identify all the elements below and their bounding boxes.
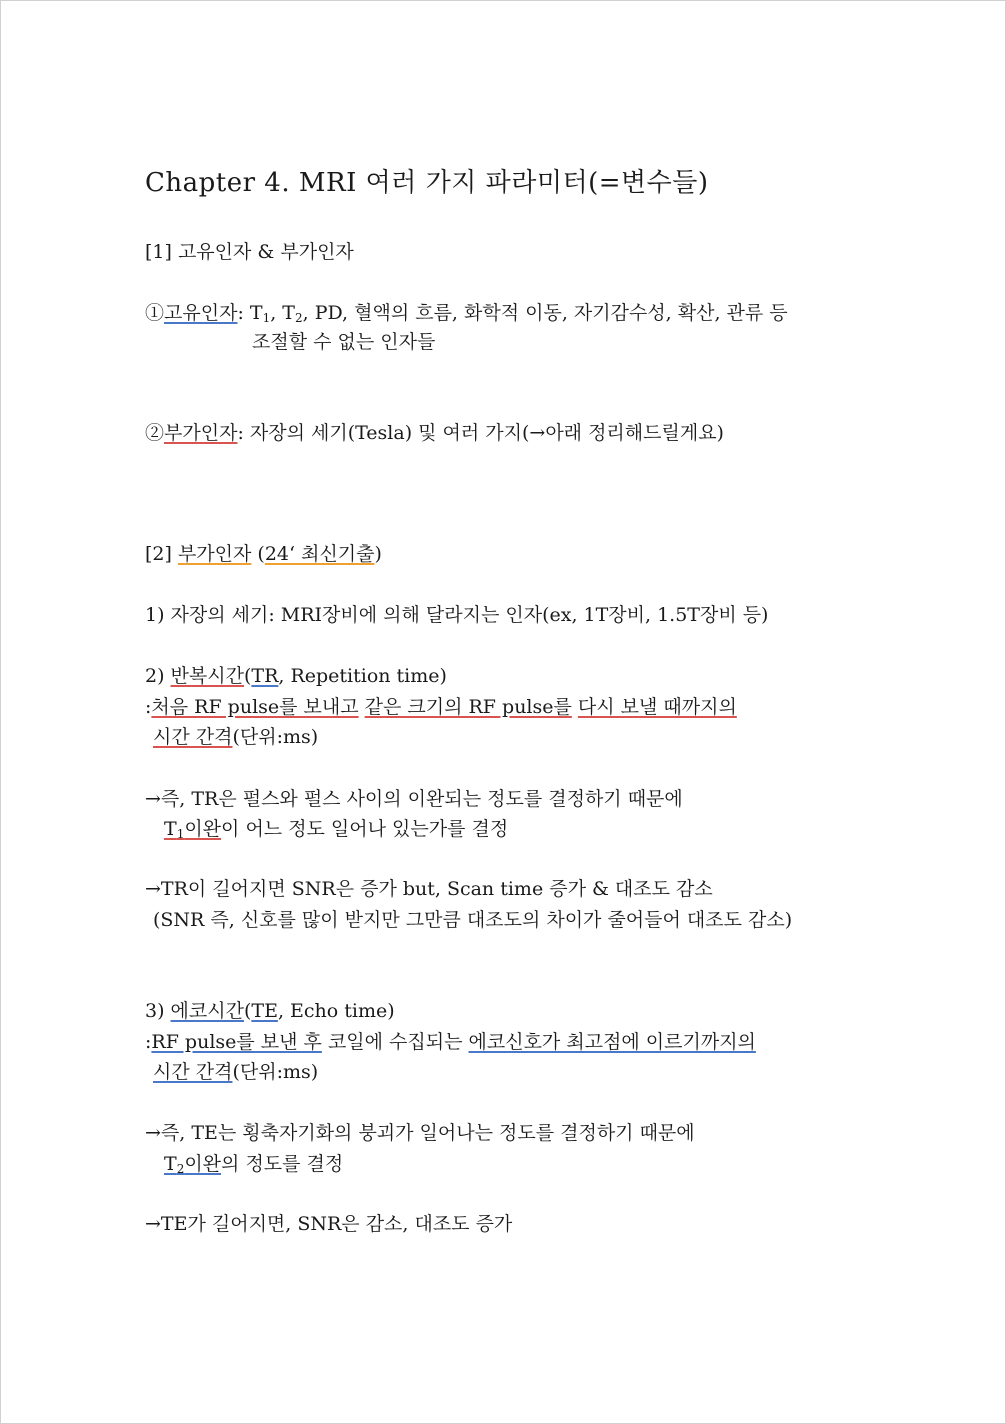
- intrinsic-sub2: 2: [294, 311, 303, 325]
- intrinsic-sep: , T: [270, 302, 295, 324]
- section1-heading: [1] 고유인자 & 부가인자: [145, 241, 354, 263]
- item2-note2-t: T: [164, 818, 177, 840]
- item2-heading: [145, 664, 447, 688]
- item2-effect1: →TR이 길어지면 SNR은 증가 but, Scan time 증가 & 대조도 감소: [145, 878, 713, 900]
- item2-definition: [145, 695, 737, 719]
- intrinsic-line2: 조절할 수 없는 인자들: [252, 331, 436, 353]
- item3-def2-b: (단위:ms): [232, 1061, 319, 1083]
- intrinsic-marker: ①: [145, 302, 165, 324]
- section2-heading: [145, 542, 382, 566]
- item3-open: (: [243, 1000, 252, 1022]
- page-title: Chapter 4. MRI 여러 가지 파라미터(=변수들): [145, 168, 709, 198]
- section2-paren-open: (: [251, 543, 265, 565]
- intrinsic-t: T: [249, 302, 263, 324]
- item2-definition-line2: [145, 725, 318, 749]
- intrinsic-label: 고유인자: [164, 302, 238, 324]
- item3-num: 3): [145, 1000, 171, 1022]
- item2-def2-b: (단위:ms): [232, 726, 319, 748]
- item3-effect1: →TE가 길어지면, SNR은 감소, 대조도 증가: [145, 1213, 513, 1235]
- section2-tag: 24‘ 최신기출: [264, 543, 375, 565]
- item3-def-colon: :: [145, 1031, 152, 1053]
- additional-rest: : 자장의 세기(Tesla) 및 여러 가지(→아래 정리해드릴게요): [237, 422, 724, 444]
- item3-note1: →즉, TE는 횡축자기화의 붕괴가 일어나는 정도를 결정하기 때문에: [145, 1122, 695, 1144]
- section2-prefix: [2]: [145, 543, 178, 565]
- item3-note2-u: [164, 1153, 221, 1175]
- item3-def-b: 에코신호가 최고점에 이르기까지의: [468, 1031, 756, 1053]
- item3-abbr: TE: [251, 1000, 278, 1022]
- item3-rest: , Echo time): [277, 1000, 395, 1022]
- item3-note2: [164, 1152, 343, 1176]
- item2-def-c: 다시 보낼 때까지의: [577, 696, 737, 718]
- item3-definition: [145, 1030, 756, 1054]
- item3-note2-rest: 의 정도를 결정: [221, 1153, 344, 1175]
- additional-marker: ②: [145, 422, 165, 444]
- item3-definition-line2: [145, 1060, 318, 1084]
- item2-rest: , Repetition time): [278, 665, 447, 687]
- item2-effect2: (SNR 즉, 신호를 많이 받지만 그만큼 대조도의 차이가 줄어들어 대조도 감소): [153, 909, 793, 931]
- item2-note2: [164, 817, 508, 841]
- item3-def-mid: 코일에 수집되는: [321, 1031, 469, 1053]
- item2-def-colon: :: [145, 696, 152, 718]
- item2-def2-a: 시간 간격: [153, 726, 233, 748]
- item2-note2-rest: 이 어느 정도 일어나 있는가를 결정: [221, 818, 509, 840]
- intrinsic-colon: :: [237, 302, 250, 324]
- item2-name: 반복시간: [170, 665, 244, 687]
- additional-factor-line: [145, 421, 724, 445]
- item3-name: 에코시간: [170, 1000, 244, 1022]
- additional-label: 부가인자: [164, 422, 238, 444]
- intrinsic-factor-line: [145, 301, 788, 325]
- item3-note2-t: T: [164, 1153, 177, 1175]
- item2-open: (: [243, 665, 252, 687]
- item3-note2-sub: 2: [176, 1162, 185, 1176]
- item2-note2-sub: 1: [176, 827, 185, 841]
- intrinsic-sub1: 1: [262, 311, 271, 325]
- item2-abbr: TR: [251, 665, 279, 687]
- item2-num: 2): [145, 665, 171, 687]
- item2-def-b: 같은 크기의 RF pulse를: [364, 696, 572, 718]
- item2-def-a: 처음 RF pulse를 보내고: [151, 696, 359, 718]
- item2-note1: →즉, TR은 펄스와 펄스 사이의 이완되는 정도를 결정하기 때문에: [145, 788, 683, 810]
- item2-note2-label: 이완: [184, 818, 222, 840]
- item1-field-strength: 1) 자장의 세기: MRI장비에 의해 달라지는 인자(ex, 1T장비, 1.5T장비 등): [145, 604, 769, 626]
- item3-heading: [145, 999, 395, 1023]
- item3-def2-a: 시간 간격: [153, 1061, 233, 1083]
- item3-def-a: RF pulse를 보낸 후: [151, 1031, 322, 1053]
- item3-note2-label: 이완: [184, 1153, 222, 1175]
- item2-note2-u: [164, 818, 221, 840]
- section2-title: 부가인자: [177, 543, 252, 565]
- intrinsic-list: , PD, 혈액의 흐름, 화학적 이동, 자기감수성, 확산, 관류 등: [302, 302, 788, 324]
- section2-paren-close: ): [374, 543, 382, 565]
